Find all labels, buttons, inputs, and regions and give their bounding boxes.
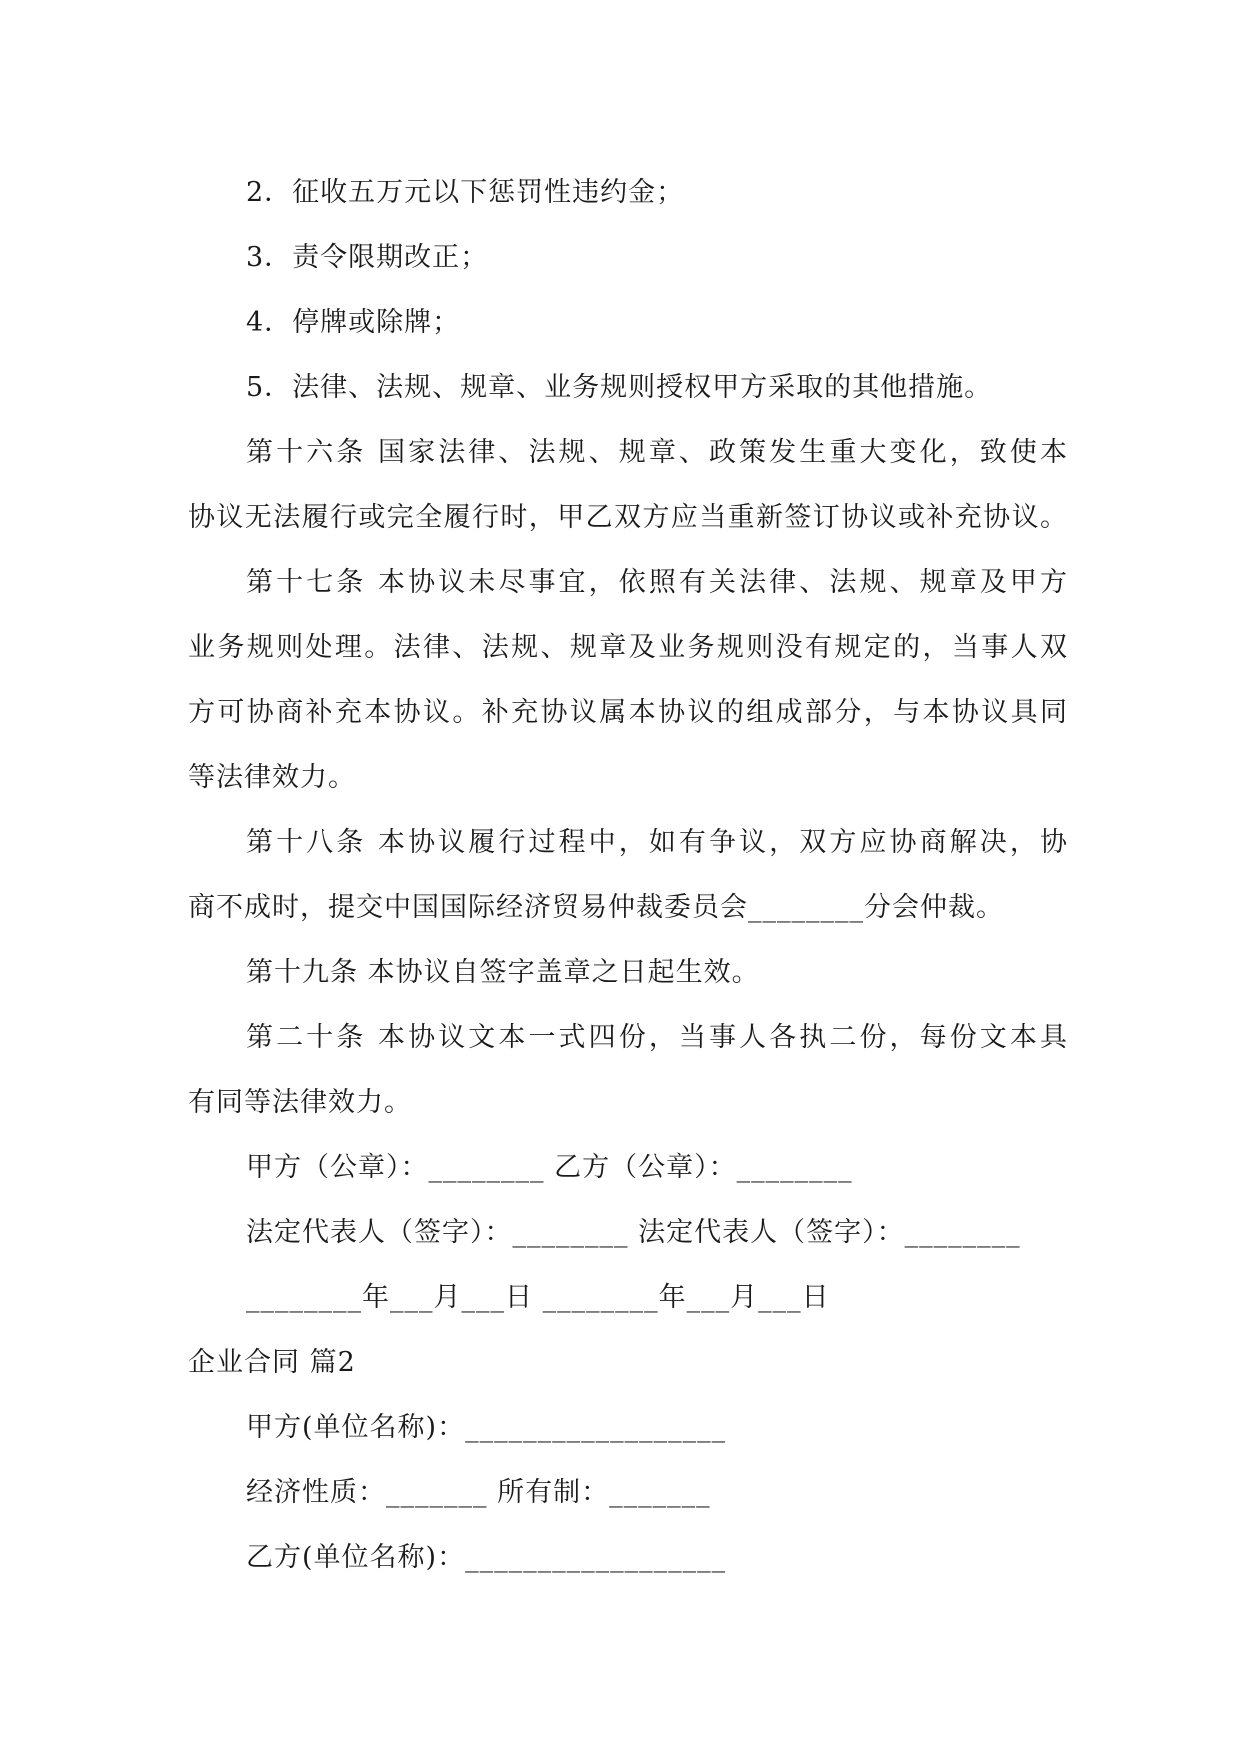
- signature-date-line: ________年___月___日 ________年___月___日: [246, 1282, 830, 1313]
- clause-item-2: 2．征收五万元以下惩罚性违约金；: [246, 177, 685, 208]
- article-17-line-1: 第十七条 本协议未尽事宜，依照有关法律、法规、规章及甲方: [246, 567, 1068, 598]
- signature-representative-line: 法定代表人（签字）：________ 法定代表人（签字）：________: [246, 1217, 1021, 1248]
- article-20-line-1: 第二十条 本协议文本一式四份，当事人各执二份，每份文本具: [246, 1022, 1068, 1053]
- clause-item-3: 3．责令限期改正；: [246, 242, 489, 273]
- party-b-name-field: 乙方(单位名称)：__________________: [246, 1542, 727, 1573]
- article-17-line-2: 业务规则处理。法律、法规、规章及业务规则没有规定的，当事人双: [188, 632, 1068, 663]
- article-17-line-3: 方可协商补充本协议。补充协议属本协议的组成部分，与本协议具同: [188, 697, 1068, 728]
- article-16-line-2: 协议无法履行或完全履行时，甲乙双方应当重新签订协议或补充协议。: [188, 502, 1068, 533]
- party-a-name-field: 甲方(单位名称)：__________________: [246, 1412, 727, 1443]
- economic-nature-field: 经济性质：_______ 所有制：_______: [246, 1477, 711, 1508]
- article-18-line-2: 商不成时，提交中国国际经济贸易仲裁委员会________分会仲裁。: [188, 892, 1004, 923]
- clause-item-4: 4．停牌或除牌；: [246, 307, 461, 338]
- signature-seal-line: 甲方（公章）：________ 乙方（公章）：________: [246, 1152, 853, 1183]
- article-16-line-1: 第十六条 国家法律、法规、规章、政策发生重大变化，致使本: [246, 437, 1068, 468]
- clause-item-5: 5．法律、法规、规章、业务规则授权甲方采取的其他措施。: [246, 372, 993, 403]
- article-20-line-2: 有同等法律效力。: [188, 1087, 412, 1118]
- article-19: 第十九条 本协议自签字盖章之日起生效。: [246, 957, 760, 988]
- article-17-line-4: 等法律效力。: [188, 762, 356, 793]
- article-18-line-1: 第十八条 本协议履行过程中，如有争议，双方应协商解决，协: [246, 827, 1068, 858]
- section-heading: 企业合同 篇2: [188, 1347, 356, 1378]
- document-body: [188, 160, 1068, 1590]
